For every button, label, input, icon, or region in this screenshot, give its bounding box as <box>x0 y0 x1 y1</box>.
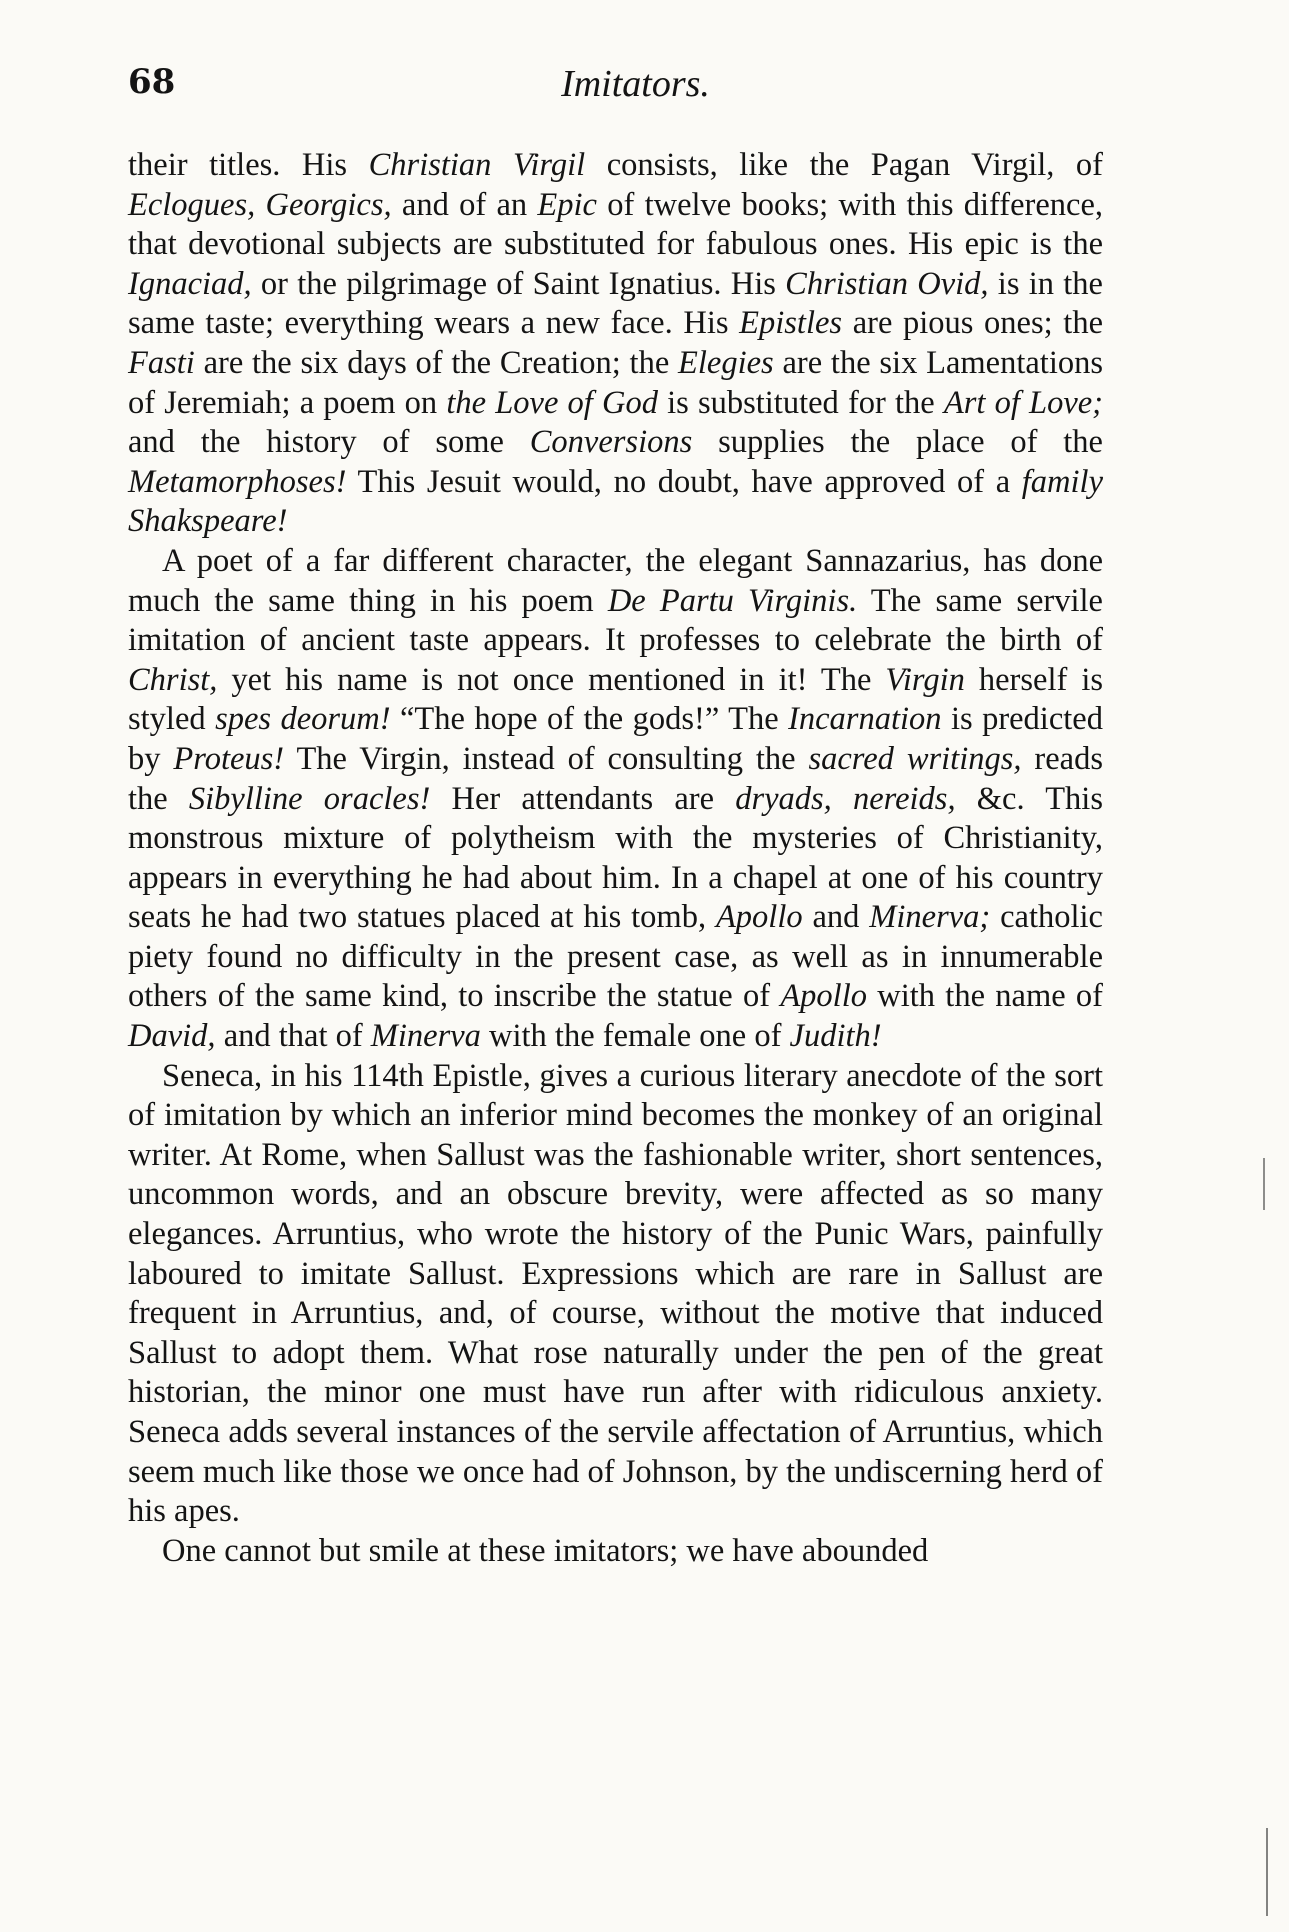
text-run: Her attendants are <box>430 780 736 817</box>
italic-text: Incarnation <box>788 701 942 738</box>
italic-text: Minerva; <box>869 899 991 936</box>
text-run: are the six days of the Creation; the <box>194 344 679 381</box>
page-number: 68 <box>128 62 176 102</box>
italic-text: Conversions <box>529 424 693 461</box>
text-run: catholic piety found no difficulty in the present case, as well as in innumerable others of the same kind, to inscribe the statue of <box>128 899 1103 1015</box>
text-run: or the pilgrimage of Saint Ignatius. His <box>251 265 786 302</box>
italic-text: Christ, <box>128 661 218 698</box>
text-run: “The hope of the gods!” The <box>390 701 789 738</box>
italic-text: Eclogues, Georgics, <box>128 186 392 223</box>
italic-text: Elegies <box>678 344 774 381</box>
italic-text: Virgin <box>885 661 965 698</box>
italic-text: Christian Virgil <box>368 147 586 183</box>
text-run: supplies the place of the <box>692 424 1103 461</box>
page-header <box>128 62 1103 112</box>
italic-text: dryads, nereids, <box>735 780 956 817</box>
text-run: The same servile imitation of ancient taste appears. It professes to celebrate the birth of <box>128 582 1103 659</box>
italic-text: Fasti <box>128 344 195 381</box>
text-run: their titles. His <box>128 147 369 183</box>
paragraph <box>128 542 1103 1057</box>
text-run: and of an <box>391 186 538 223</box>
text-run: reads the <box>128 740 1103 817</box>
text-run: is in the same taste; everything wears a new face. His <box>128 265 1103 342</box>
margin-mark <box>1263 1158 1265 1210</box>
text-run: are the six Lamentations of Jeremiah; a poem on <box>128 344 1103 421</box>
text-run: and the history of some <box>128 424 530 461</box>
text-run: The Virgin, instead of consulting the <box>284 740 809 777</box>
italic-text: Sibylline oracles! <box>188 780 431 817</box>
paragraph <box>128 146 1103 542</box>
italic-text: Art of Love; <box>943 384 1103 421</box>
text-run: yet his name is not once mentioned in it! The <box>217 661 886 698</box>
text-run: is substituted for the <box>657 384 944 421</box>
text-run: &c. This monstrous mixture of polytheism with the mysteries of Christianity, appears in everything he had about him. In a chapel at one of his country seats he had two statues placed at his tomb, <box>128 780 1103 936</box>
italic-text: Proteus! <box>173 740 285 777</box>
text-run: and <box>802 899 870 936</box>
italic-text: Ignaciad, <box>128 265 252 302</box>
italic-text: Minerva <box>370 1018 481 1055</box>
text-run: of twelve books; with this difference, that devotional subjects are substituted for fabulous ones. His epic is the <box>128 186 1103 263</box>
italic-text: sacred writings, <box>808 740 1022 777</box>
running-title: Imitators. <box>561 63 710 105</box>
italic-text: the Love of God <box>446 384 658 421</box>
italic-text: De Partu Virginis. <box>607 582 858 619</box>
italic-text: family Shakspeare! <box>128 463 1103 540</box>
body-text <box>128 146 1103 1571</box>
italic-text: Epic <box>537 186 597 223</box>
paragraph <box>128 1057 1103 1532</box>
text-run: Seneca, in his 114th Epistle, gives a curious literary anecdote of the sort of imitation by which an inferior mind becomes the monkey of an original writer. At Rome, when Sallust was the fashionable writer, short sentences, uncommon words, and an obscure brevity, were affected as so many elegances. Arruntius, who wrote the history of the Punic Wars, painfully laboured to imitate Sallust. Expressions which are rare in Sallust are frequent in Arruntius, and, of course, without the motive that induced Sallust to adopt them. What rose naturally under the pen of the great historian, the minor one must have run after with ridiculous anxiety. Seneca adds several instances of the servile affectation of Arruntius, which seem much like those we once had of Johnson, by the undiscerning herd of his apes. <box>128 1057 1103 1530</box>
italic-text: Judith! <box>789 1018 882 1055</box>
text-run: One cannot but smile at these imitators; we have abounded <box>162 1532 929 1569</box>
italic-text: David, <box>128 1018 216 1055</box>
text-run: and that of <box>215 1018 371 1055</box>
italic-text: Christian Ovid, <box>785 265 989 302</box>
text-run: A poet of a far different character, the elegant Sannazarius, has done much the same thing in his poem <box>128 542 1103 619</box>
italic-text: Metamorphoses! <box>128 463 347 500</box>
italic-text: Apollo <box>780 978 867 1015</box>
text-run: is predicted by <box>128 701 1103 777</box>
text-run: consists, like the Pagan Virgil, of <box>585 147 1103 183</box>
margin-mark <box>1266 1828 1268 1916</box>
italic-text: spes deorum! <box>215 701 391 738</box>
text-run: herself is styled <box>128 661 1103 738</box>
text-run: with the name of <box>866 978 1103 1015</box>
text-run: are pious ones; the <box>842 305 1103 342</box>
italic-text: Epistles <box>739 305 843 342</box>
paragraph <box>128 1532 1103 1572</box>
text-run: with the female one of <box>480 1018 790 1055</box>
text-run: This Jesuit would, no doubt, have approved of a <box>346 463 1022 500</box>
italic-text: Apollo <box>715 899 803 936</box>
